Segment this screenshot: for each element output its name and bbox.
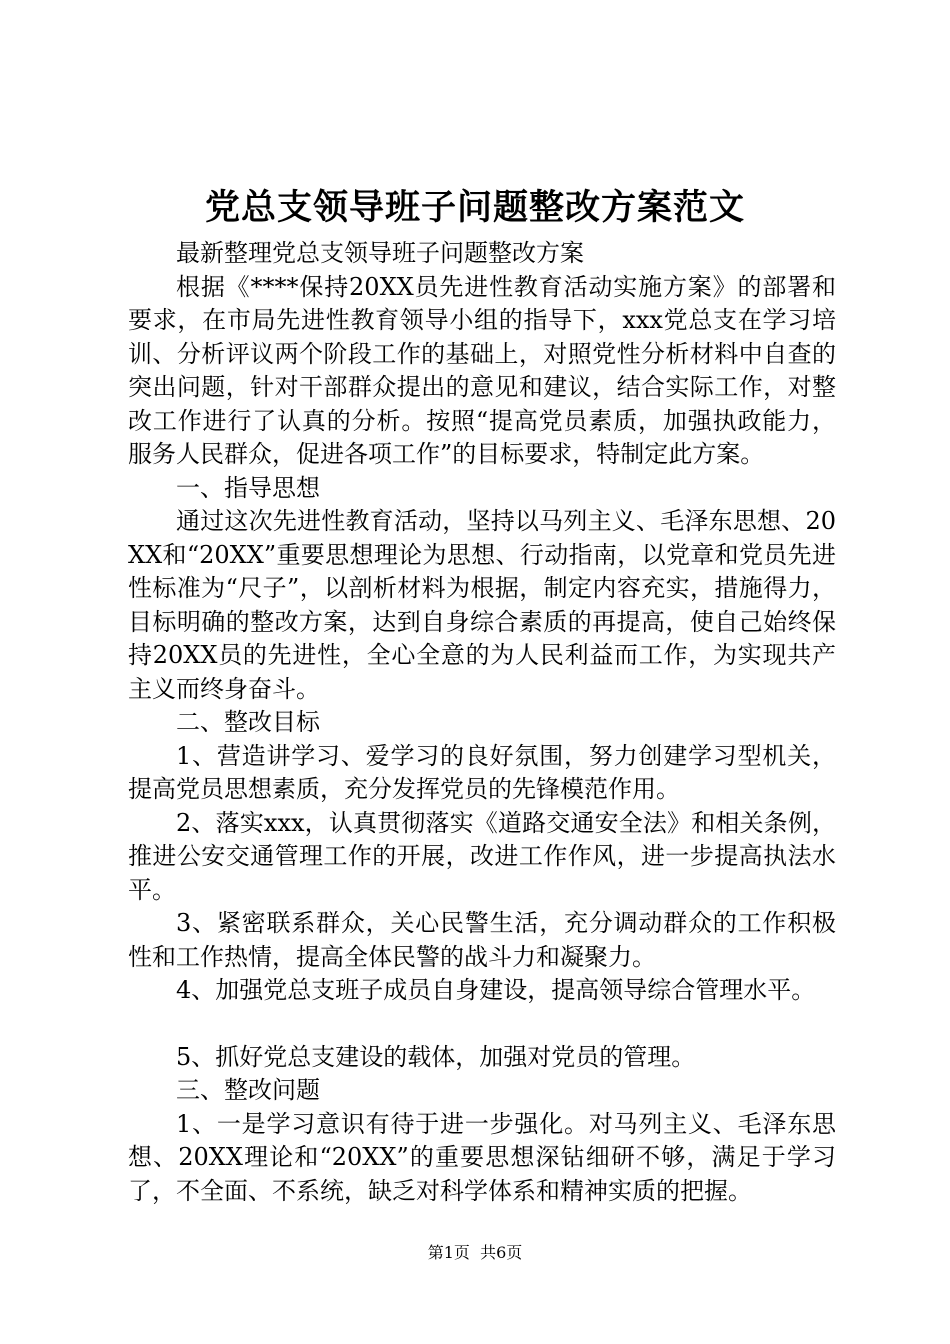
goal-item-5: 5、抓好党总支建设的载体，加强对党员的管理。 [176,1042,696,1071]
section-heading-problems: 三、整改问题 [176,1076,320,1104]
guiding-ideology-paragraph: 通过这次先进性教育活动，坚持以马列主义、毛泽东思想、20XX和“20XX”重要思想理论为思想、行动指南，以党章和党员先进性标准为“尺子”，以剖析材料为根据，制定内容充实，措施得力，目标明确的整改方案，达到自身综合素质的再提高，使自己始终保持20XX员的先进性，全心全意的为人民利益而工作，为实现共产主义而终身奋斗。 [128,507,836,703]
page-number: 第1页 [427,1243,470,1262]
goal-item-1: 1、营造讲学习、爱学习的良好氛围，努力创建学习型机关，提高党员思想素质，充分发挥党员的先锋模范作用。 [128,741,836,803]
subtitle-paragraph: 最新整理党总支领导班子问题整改方案 [176,239,584,267]
goal-item-2: 2、落实xxx，认真贯彻落实《道路交通安全法》和相关条例，推进公安交通管理工作的开展，改进工作作风，进一步提高执法水平。 [128,808,836,904]
section-heading-guiding-ideology: 一、指导思想 [176,473,320,502]
intro-paragraph: 根据《****保持20XX员先进性教育活动实施方案》的部署和要求，在市局先进性教育领导小组的指导下，xxx党总支在学习培训、分析评议两个阶段工作的基础上，对照党性分析材料中自查的突出问题，针对干部群众提出的意见和建议，结合实际工作，对整改工作进行了认真的分析。按照“提高党员素质，加强执政能力，服务人民群众，促进各项工作”的目标要求，特制定此方案。 [128,272,836,468]
page-footer [0,1242,950,1264]
section-heading-goals: 二、整改目标 [176,708,320,736]
page-title: 党总支领导班子问题整改方案范文 [204,187,745,228]
goal-item-3: 3、紧密联系群众，关心民警生活，充分调动群众的工作积极性和工作热情，提高全体民警的战斗力和凝聚力。 [128,909,836,971]
problem-item-1: 1、一是学习意识有待于进一步强化。对马列主义、毛泽东思想、20XX理论和“20XX”的重要思想深钻细研不够，满足于学习了，不全面、不系统，缺乏对科学体系和精神实质的把握。 [128,1109,836,1205]
page-total: 共6页 [480,1243,523,1262]
document-body [128,237,836,1208]
goal-item-4: 4、加强党总支班子成员自身建设，提高领导综合管理水平。 [176,976,816,1004]
